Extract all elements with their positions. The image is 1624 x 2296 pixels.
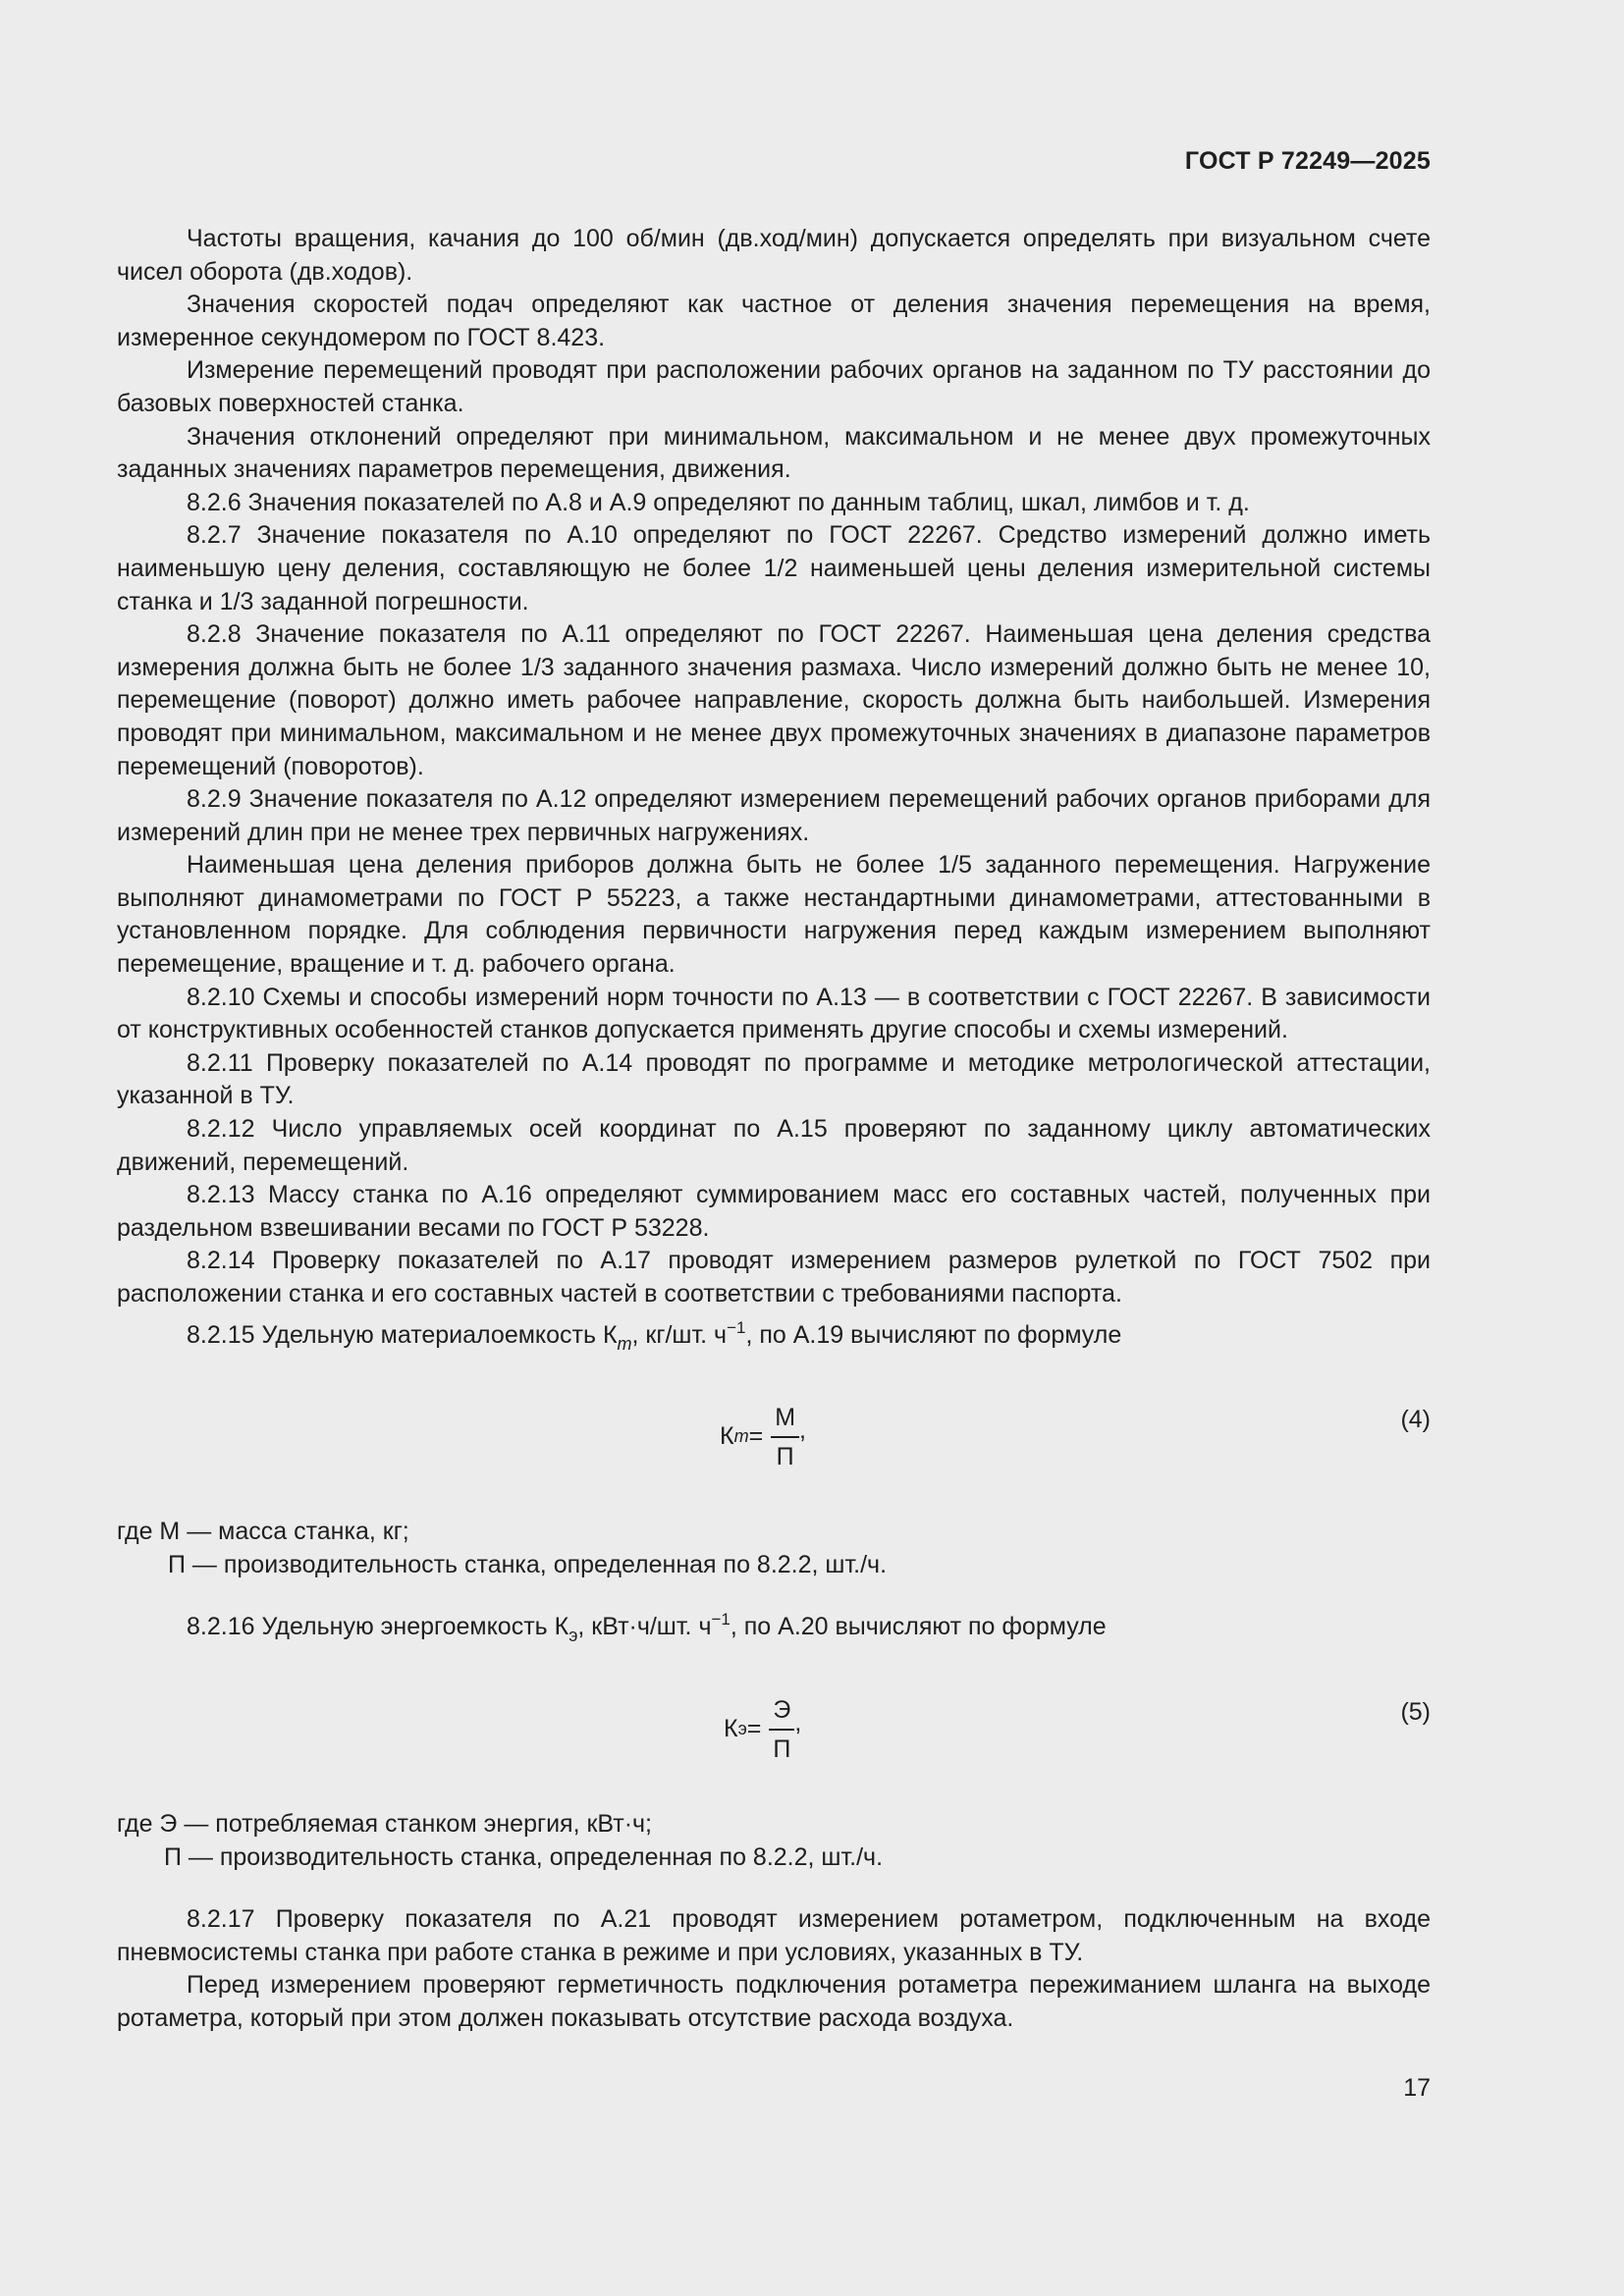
paragraph: Измерение перемещений проводят при расположении рабочих органов на заданном по ТУ расстоянии до базовых поверхностей станка. xyxy=(117,356,1431,417)
paragraph: 8.2.13 Массу станка по А.16 определяют суммированием масс его составных частей, полученных при раздельном взвешивании весами по ГОСТ Р 53228. xyxy=(117,1181,1431,1242)
legend-line: П — производительность станка, определенная по 8.2.2, шт./ч. xyxy=(168,1550,888,1578)
formula-4-number: (4) xyxy=(1400,1406,1431,1434)
formula-4-expression: К m = $\frac{М}{П}$ , xyxy=(720,1404,806,1471)
page-number: 17 xyxy=(1403,2074,1431,2102)
paragraph: 8.2.9 Значение показателя по А.12 определяют измерением перемещений рабочих органов приборами для измерений длин при не менее трех первичных нагружениях. xyxy=(117,785,1431,846)
paragraph: 8.2.11 Проверку показателей по А.14 проводят по программе и методике метрологической аттестации, указанной в ТУ. xyxy=(117,1048,1431,1110)
document-header: ГОСТ Р 72249—2025 xyxy=(1184,147,1431,175)
paragraph: Наименьшая цена деления приборов должна быть не более 1/5 заданного перемещения. Нагружение выполняют динамометрами по ГОСТ Р 55223, а также нестандартными динамометрами, аттестованными в установленном порядке. Для соблюдения первичности нагружения перед каждым измерением выполняют перемещение, вращение и т. д. рабочего органа. xyxy=(117,851,1431,979)
formula-5-expression: К э = $\frac{Э}{П}$ , xyxy=(724,1695,802,1763)
formula-4-numerator: М xyxy=(771,1403,799,1438)
document-body xyxy=(117,223,1431,2036)
paragraph: 8.2.17 Проверку показателя по А.21 проводят измерением ротаметром, подключенным на входе пневмосистемы станка при работе станка в режиме и при условиях, указанных в ТУ. xyxy=(117,1905,1431,1966)
paragraph: Значения скоростей подач определяют как частное от деления значения перемещения на время, измеренное секундомером по ГОСТ 8.423. xyxy=(117,291,1431,351)
paragraph: 8.2.12 Число управляемых осей координат по А.15 проверяют по заданному циклу автоматических движений, перемещений. xyxy=(117,1115,1431,1176)
formula-5-numerator: Э xyxy=(769,1695,794,1731)
paragraph: Значения отклонений определяют при минимальном, максимальном и не менее двух промежуточных заданных значениях параметров перемещения, движения. xyxy=(117,422,1431,484)
formula-4 xyxy=(117,1390,1431,1484)
formula-5-denominator: П xyxy=(773,1735,791,1763)
formula-4-fraction xyxy=(771,1403,799,1471)
paragraph-8-2-15: 8.2.15 Удельную материалоемкость $К_m$, кг/шт. $ч^{-1}$, по А.19 вычисляют по формуле xyxy=(187,1317,1122,1354)
paragraph-group-b xyxy=(117,1903,1431,2035)
formula-5 xyxy=(117,1682,1431,1777)
formula-5-number: (5) xyxy=(1400,1697,1431,1726)
paragraph: 8.2.7 Значение показателя по А.10 определяют по ГОСТ 22267. Средство измерений должно иметь наименьшую цену деления, составляющую не более 1/2 наименьшей цены деления измерительной системы станка и 1/3 заданной погрешности. xyxy=(117,521,1431,615)
paragraph: 8.2.6 Значения показателей по А.8 и А.9 определяют по данным таблиц, шкал, лимбов и т. д. xyxy=(187,488,1250,516)
legend-line: где Э — потребляемая станком энергия, кВт·ч; xyxy=(117,1809,653,1838)
paragraph-group-a xyxy=(117,223,1431,1311)
legend-line: П — производительность станка, определенная по 8.2.2, шт./ч. xyxy=(164,1842,884,1871)
paragraph: 8.2.10 Схемы и способы измерений норм точности по А.13 — в соответствии с ГОСТ 22267. В зависимости от конструктивных особенностей станков допускается применять другие способы и схемы измерений. xyxy=(117,983,1431,1044)
paragraph: 8.2.8 Значение показателя по А.11 определяют по ГОСТ 22267. Наименьшая цена деления средства измерения должна быть не более 1/3 заданного значения размаха. Число измерений должно быть не менее 10, перемещение (поворот) должно иметь рабочее направление, скорость должна быть наибольшей. Измерения проводят при минимальном, максимальном и не менее двух промежуточных значениях в диапазоне параметров перемещений (поворотов). xyxy=(117,620,1431,780)
formula-4-legend xyxy=(117,1516,1431,1581)
paragraph: Частоты вращения, качания до 100 об/мин (дв.ход/мин) допускается определять при визуальном счете чисел оборота (дв.ходов). xyxy=(117,225,1431,286)
paragraph: 8.2.14 Проверку показателей по А.17 проводят измерением размеров рулеткой по ГОСТ 7502 при расположении станка и его составных частей в соответствии с требованиями паспорта. xyxy=(117,1247,1431,1308)
paragraph: Перед измерением проверяют герметичность подключения ротаметра пережиманием шланга на выходе ротаметра, который при этом должен показывать отсутствие расхода воздуха. xyxy=(117,1971,1431,2032)
formula-4-denominator: П xyxy=(776,1443,794,1471)
paragraph-8-2-16: 8.2.16 Удельную энергоемкость $К_э$, кВт·ч/шт. $ч^{-1}$, по А.20 вычисляют по формуле xyxy=(187,1610,1107,1646)
formula-5-fraction xyxy=(769,1695,794,1764)
legend-line: где М — масса станка, кг; xyxy=(117,1518,409,1546)
formula-5-legend xyxy=(117,1808,1431,1874)
